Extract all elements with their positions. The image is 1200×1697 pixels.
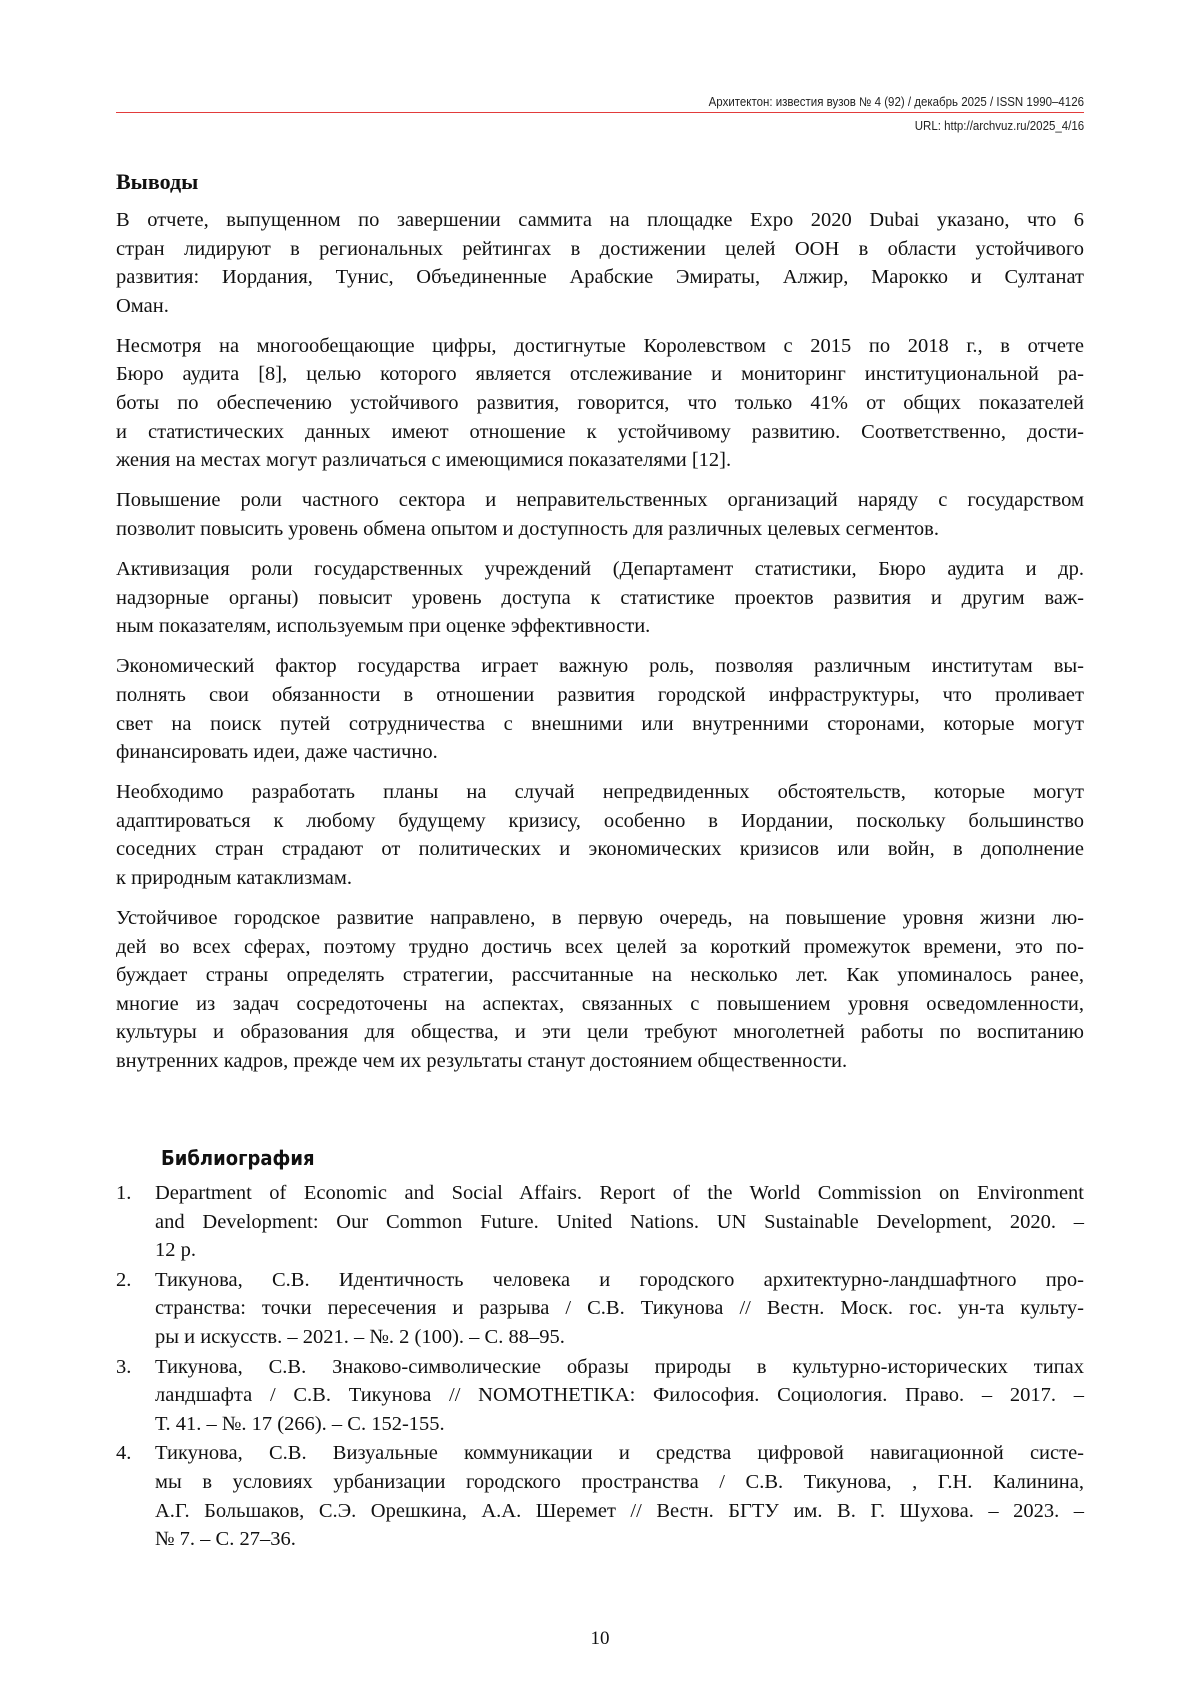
text-line: адаптироваться к любому будущему кризису, особенно в Иордании, поскольку большинство bbox=[116, 809, 1084, 832]
text-line: жения на местах могут различаться с имеющимися показателями [12]. bbox=[116, 449, 732, 472]
paragraph bbox=[116, 652, 1084, 766]
item-number: 4. bbox=[116, 1442, 132, 1465]
text-line: Бюро аудита [8], целью которого является отслеживание и мониторинг институциональной ра- bbox=[116, 363, 1084, 386]
paragraphs bbox=[116, 206, 1084, 1076]
text-line: полнять свои обязанности в отношении развития городской инфраструктуры, что проливает bbox=[116, 683, 1084, 706]
reference-line: № 7. – С. 27–36. bbox=[155, 1528, 296, 1551]
paragraph bbox=[116, 904, 1084, 1076]
reference-line: Тикунова, С.В. Знаково-символические образы природы в культурно-исторических типах bbox=[155, 1355, 1084, 1378]
text-line: Необходимо разработать планы на случай непредвиденных обстоятельств, которые могут bbox=[116, 781, 1084, 804]
reference-line: А.Г. Большаков, С.Э. Орешкина, А.А. Шеремет // Вестн. БГТУ им. В. Г. Шухова. – 2023. – bbox=[155, 1499, 1084, 1522]
paragraph bbox=[116, 486, 1084, 543]
text-line: ным показателям, используемым при оценке эффективности. bbox=[116, 615, 651, 638]
reference-line: странства: точки пересечения и разрыва / С.В. Тикунова // Вестн. Моск. гос. ун-та культу- bbox=[155, 1297, 1084, 1320]
bibliography-item bbox=[116, 1353, 1084, 1439]
reference-line: Department of Economic and Social Affairs. Report of the World Commission on Environment bbox=[155, 1182, 1084, 1204]
article-url: URL: http://archvuz.ru/2025_4/16 bbox=[914, 119, 1084, 133]
text-line: буждает страны определять стратегии, рассчитанные на несколько лет. Как упоминалось ранее, bbox=[116, 964, 1084, 987]
text-line: Повышение роли частного сектора и неправительственных организаций наряду с государством bbox=[116, 489, 1084, 512]
text-line: стран лидируют в региональных рейтингах в достижении целей ООН в области устойчивого bbox=[116, 237, 1084, 260]
text-line: и статистических данных имеют отношение к устойчивому развитию. Соответственно, дости- bbox=[116, 420, 1084, 443]
page-number: 10 bbox=[590, 1628, 610, 1649]
text-line: соседних стран страдают от политических и экономических кризисов или войн, в дополнение bbox=[116, 838, 1084, 861]
bibliography-list bbox=[116, 1179, 1084, 1555]
reference-line: мы в условиях урбанизации городского пространства / С.В. Тикунова, , Г.Н. Калинина, bbox=[155, 1470, 1084, 1493]
paragraph bbox=[116, 778, 1084, 892]
bibliography-item bbox=[116, 1266, 1084, 1352]
reference-line: Тикунова, С.В. Визуальные коммуникации и средства цифровой навигационной систе- bbox=[155, 1442, 1084, 1465]
text-line: культуры и образования для общества, и эти цели требуют многолетней работы по воспитанию bbox=[116, 1021, 1084, 1044]
item-number: 1. bbox=[116, 1182, 132, 1204]
bibliography-item bbox=[116, 1179, 1084, 1265]
reference-line: Тикунова, С.В. Идентичность человека и городского архитектурно-ландшафтного про- bbox=[155, 1268, 1084, 1291]
reference-line: Т. 41. – №. 17 (266). – С. 152-155. bbox=[155, 1412, 445, 1435]
reference-line: and Development: Our Common Future. United Nations. UN Sustainable Development, 2020. – bbox=[155, 1210, 1084, 1233]
text-line: Оман. bbox=[116, 294, 169, 317]
text-line: развития: Иордания, Тунис, Объединенные Арабские Эмираты, Алжир, Марокко и Султанат bbox=[116, 266, 1084, 289]
bibliography-title: Библиография bbox=[161, 1146, 315, 1170]
conclusions-section bbox=[116, 168, 1084, 1087]
text-line: дей во всех сферах, поэтому трудно достичь всех целей за короткий промежуток времени, это по- bbox=[116, 935, 1084, 958]
paragraph bbox=[116, 555, 1084, 641]
text-line: Несмотря на многообещающие цифры, достигнутые Королевством с 2015 по 2018 г., в отчете bbox=[116, 334, 1084, 357]
item-number: 2. bbox=[116, 1268, 132, 1291]
text-line: к природным катаклизмам. bbox=[116, 866, 352, 889]
bibliography-item bbox=[116, 1439, 1084, 1553]
text-line: свет на поиск путей сотрудничества с внешними или внутренними сторонами, которые могут bbox=[116, 712, 1084, 735]
paragraph bbox=[116, 206, 1084, 320]
text-line: Устойчивое городское развитие направлено, в первую очередь, на повышение уровня жизни лю- bbox=[116, 907, 1084, 930]
journal-header: Архитектон: известия вузов № 4 (92) / декабрь 2025 / ISSN 1990–4126 bbox=[708, 95, 1084, 109]
text-line: боты по обеспечению устойчивого развития, говорится, что только 41% от общих показателей bbox=[116, 392, 1084, 415]
paragraph bbox=[116, 332, 1084, 475]
text-line: многие из задач сосредоточены на аспектах, связанных с повышением уровня осведомленности, bbox=[116, 992, 1084, 1015]
text-line: Экономический фактор государства играет важную роль, позволяя различным институтам вы- bbox=[116, 655, 1084, 678]
reference-line: 12 p. bbox=[155, 1239, 196, 1262]
text-line: внутренних кадров, прежде чем их результаты станут достоянием общественности. bbox=[116, 1050, 848, 1073]
reference-line: ландшафта / С.В. Тикунова // NOMOTHETIKA: Философия. Социология. Право. – 2017. – bbox=[155, 1384, 1084, 1407]
text-line: финансировать идеи, даже частично. bbox=[116, 741, 438, 764]
header-rule bbox=[116, 112, 1084, 113]
section-title: Выводы bbox=[116, 169, 199, 194]
text-line: надзорные органы) повысит уровень доступа к статистике проектов развития и другим важ- bbox=[116, 586, 1084, 609]
text-line: позволит повысить уровень обмена опытом и доступность для различных целевых сегментов. bbox=[116, 517, 939, 540]
item-number: 3. bbox=[116, 1355, 132, 1378]
text-line: Активизация роли государственных учреждений (Департамент статистики, Бюро аудита и др. bbox=[116, 558, 1084, 581]
reference-line: ры и искусств. – 2021. – №. 2 (100). – С. 88–95. bbox=[155, 1325, 565, 1348]
text-line: В отчете, выпущенном по завершении саммита на площадке Expo 2020 Dubai указано, что 6 bbox=[116, 209, 1084, 231]
